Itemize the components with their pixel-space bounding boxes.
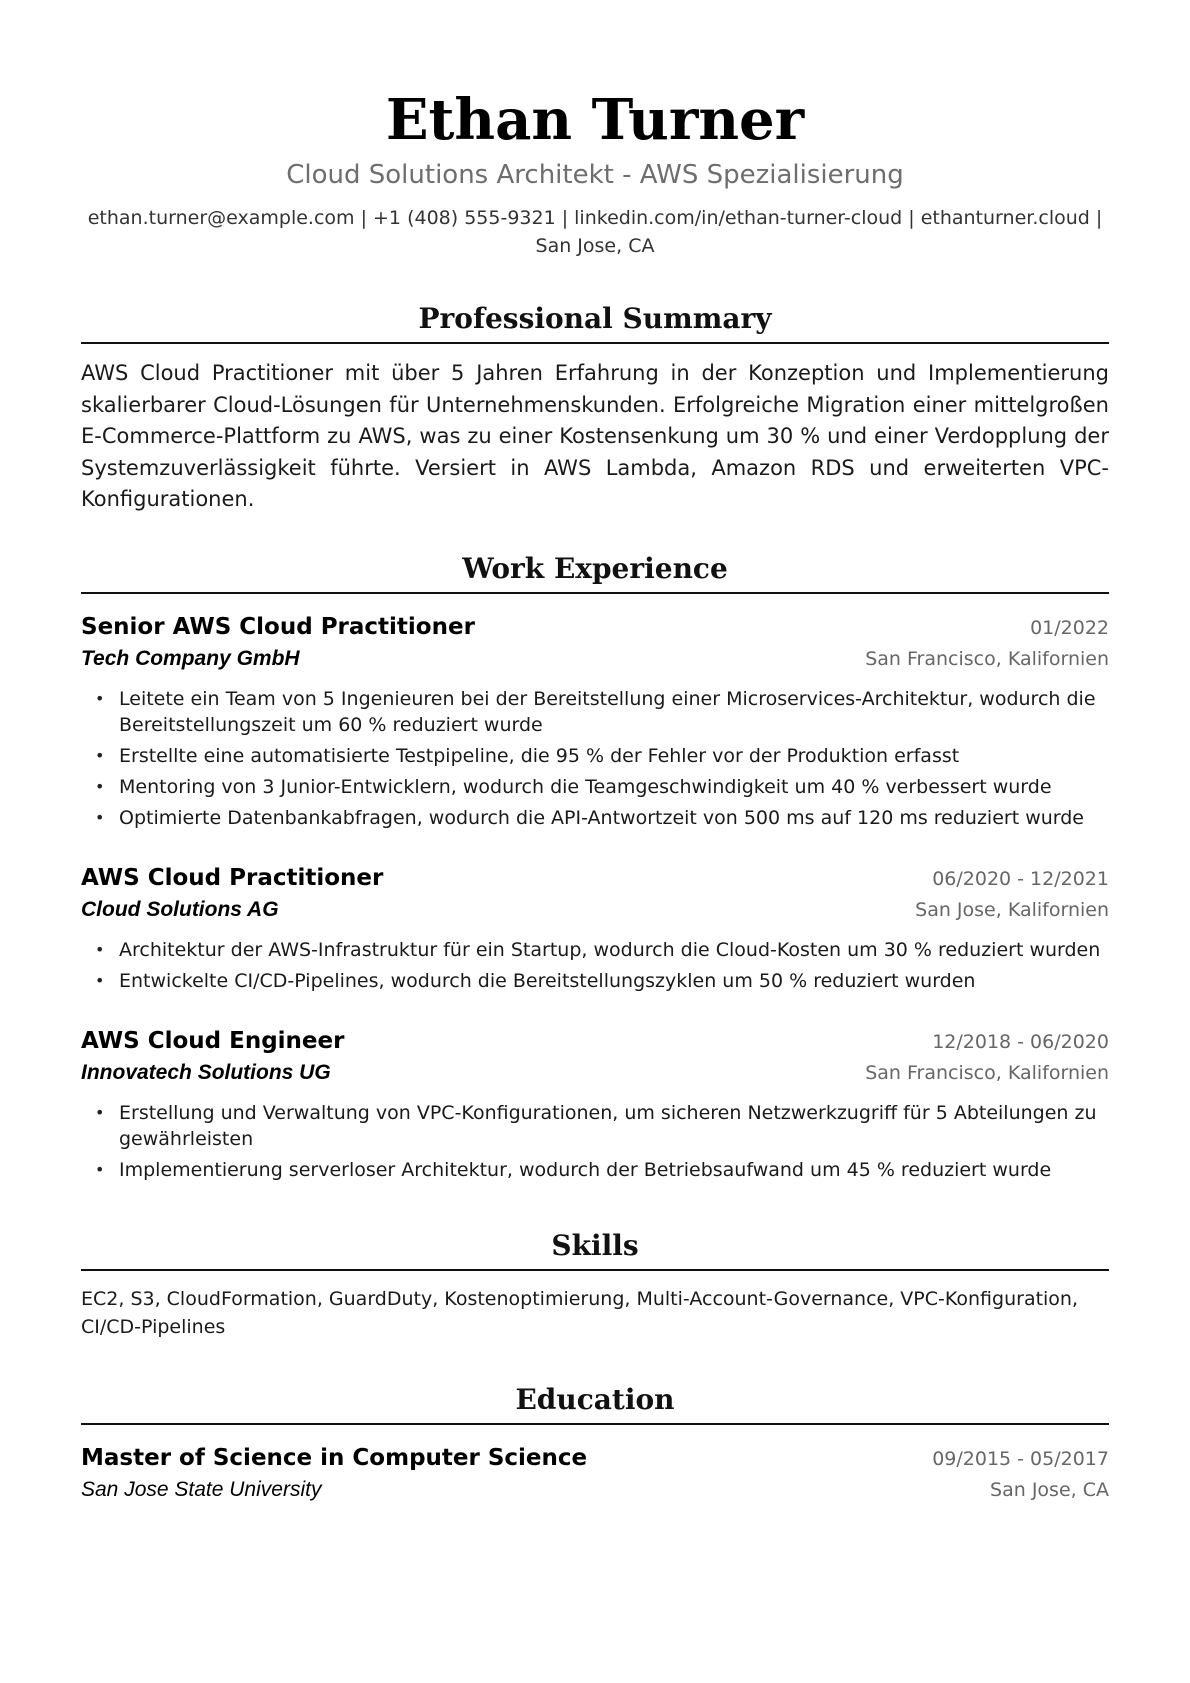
- achievement-item: • Entwickelte CI/CD-Pipelines, wodurch die Bereitstellungszyklen um 50 % reduziert wurden: [81, 968, 1109, 994]
- summary-section: [81, 300, 1109, 516]
- job-location: San Francisco, Kalifornien: [865, 1061, 1109, 1084]
- degree-title: Master of Science in Computer Science: [81, 1444, 588, 1471]
- education-section: [81, 1381, 1109, 1505]
- skills-heading: Skills: [81, 1227, 1109, 1271]
- achievement-item: • Erstellte eine automatisierte Testpipeline, die 95 % der Fehler vor der Produktion erfasst: [81, 743, 1109, 769]
- job-list: [81, 610, 1109, 1183]
- achievement-item: • Erstellung und Verwaltung von VPC-Konfigurationen, um sicheren Netzwerkzugriff für 5 Abteilungen zu gewährleisten: [81, 1100, 1109, 1152]
- job-entry: [81, 1024, 1109, 1183]
- achievement-item: • Leitete ein Team von 5 Ingenieuren bei der Bereitstellung einer Microservices-Architektur, wodurch die Bereitstellungszeit um 60 % reduziert wurde: [81, 686, 1109, 738]
- achievement-item: • Optimierte Datenbankabfragen, wodurch die API-Antwortzeit von 500 ms auf 120 ms reduziert wurde: [81, 805, 1109, 831]
- candidate-headline: Cloud Solutions Architekt - AWS Spezialisierung: [286, 160, 904, 190]
- achievement-item: • Architektur der AWS-Infrastruktur für ein Startup, wodurch die Cloud-Kosten um 30 % reduziert wurden: [81, 937, 1109, 963]
- summary-heading: Professional Summary: [81, 300, 1109, 344]
- resume-header: [81, 0, 1109, 260]
- company-name: Tech Company GmbH: [81, 646, 300, 670]
- job-location: San Jose, Kalifornien: [915, 898, 1109, 921]
- skills-section: [81, 1227, 1109, 1341]
- education-heading: Education: [81, 1381, 1109, 1425]
- achievement-list: [81, 686, 1109, 831]
- experience-section: [81, 550, 1109, 1183]
- achievement-list: [81, 937, 1109, 994]
- job-title: AWS Cloud Practitioner: [81, 864, 384, 891]
- experience-heading: Work Experience: [81, 550, 1109, 594]
- achievement-list: [81, 1100, 1109, 1183]
- job-date: 01/2022: [1030, 616, 1109, 639]
- school-name: San Jose State University: [81, 1477, 322, 1501]
- candidate-name: Ethan Turner: [385, 87, 805, 153]
- company-name: Innovatech Solutions UG: [81, 1060, 331, 1084]
- job-location: San Francisco, Kalifornien: [865, 647, 1109, 670]
- job-entry: [81, 861, 1109, 994]
- skills-text: EC2, S3, CloudFormation, GuardDuty, Kostenoptimierung, Multi-Account-Governance, VPC-Konfiguration, CI/CD-Pipelines: [81, 1287, 1079, 1338]
- job-date: 06/2020 - 12/2021: [932, 867, 1109, 890]
- job-title: AWS Cloud Engineer: [81, 1027, 345, 1054]
- contact-line: ethan.turner@example.com | +1 (408) 555-9321 | linkedin.com/in/ethan-turner-cloud | ethanturner.cloud | San Jose, CA: [87, 207, 1103, 257]
- education-location: San Jose, CA: [990, 1478, 1109, 1501]
- education-entry: [81, 1441, 1109, 1505]
- company-name: Cloud Solutions AG: [81, 897, 279, 921]
- job-title: Senior AWS Cloud Practitioner: [81, 613, 475, 640]
- job-entry: [81, 610, 1109, 831]
- education-date: 09/2015 - 05/2017: [932, 1447, 1109, 1470]
- job-date: 12/2018 - 06/2020: [932, 1030, 1109, 1053]
- achievement-item: • Mentoring von 3 Junior-Entwicklern, wodurch die Teamgeschwindigkeit um 40 % verbessert wurde: [81, 774, 1109, 800]
- summary-text: AWS Cloud Practitioner mit über 5 Jahren Erfahrung in der Konzeption und Implementierung skalierbarer Cloud-Lösungen für Unternehmenskunden. Erfolgreiche Migration einer mittelgroßen E-Commerce-Plattform zu AWS, was zu einer Kostensenkung um 30 % und einer Verdopplung der Systemzuverlässigkeit führte. Versiert in AWS Lambda, Amazon RDS und erweiterten VPC-Konfigurationen.: [81, 361, 1109, 511]
- achievement-item: • Implementierung serverloser Architektur, wodurch der Betriebsaufwand um 45 % reduziert wurde: [81, 1157, 1109, 1183]
